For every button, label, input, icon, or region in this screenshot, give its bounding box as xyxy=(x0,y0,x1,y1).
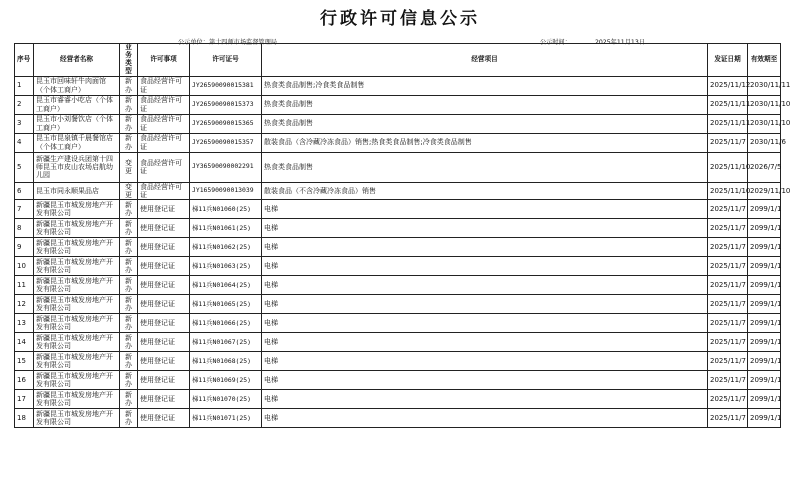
business-scope: 散装食品（不含冷藏冷冻食品）销售 xyxy=(262,182,708,200)
issue-date: 2025/11/11 xyxy=(708,114,748,133)
header-item: 许可事项 xyxy=(138,44,190,77)
table-row xyxy=(15,133,781,152)
issue-date: 2025/11/7 xyxy=(708,390,748,409)
license-number: JY26590090015373 xyxy=(190,95,262,114)
business-scope: 热食类食品制售 xyxy=(262,152,708,182)
expire-date: 2099/1/1 xyxy=(748,200,781,219)
header-license: 许可证号 xyxy=(190,44,262,77)
table-row xyxy=(15,238,781,257)
table-row xyxy=(15,257,781,276)
page-title: 行政许可信息公示 xyxy=(320,9,480,29)
operator-name: 新疆昆玉市城发房地产开发有限公司 xyxy=(34,276,120,295)
license-item: 食品经营许可证 xyxy=(138,114,190,133)
issue-date: 2025/11/7 xyxy=(708,333,748,352)
business-scope: 电梯 xyxy=(262,295,708,314)
license-number: JY26590090015365 xyxy=(190,114,262,133)
license-number: 梯11兵N01064(25) xyxy=(190,276,262,295)
license-number: 梯11兵N01065(25) xyxy=(190,295,262,314)
operator-name: 新疆昆玉市城发房地产开发有限公司 xyxy=(34,409,120,428)
row-number: 16 xyxy=(15,371,34,390)
operator-name: 新疆昆玉市城发房地产开发有限公司 xyxy=(34,238,120,257)
issue-date: 2025/11/7 xyxy=(708,133,748,152)
business-type: 新办 xyxy=(120,333,138,352)
license-item: 使用登记证 xyxy=(138,390,190,409)
expire-date: 2099/1/1 xyxy=(748,409,781,428)
row-number: 14 xyxy=(15,333,34,352)
expire-date: 2099/1/1 xyxy=(748,352,781,371)
business-type: 新办 xyxy=(120,114,138,133)
table-row xyxy=(15,352,781,371)
header-name: 经营者名称 xyxy=(34,44,120,77)
issue-date: 2025/11/10 xyxy=(708,182,748,200)
business-scope: 热食类食品制售;冷食类食品制售 xyxy=(262,76,708,95)
table-row xyxy=(15,152,781,182)
business-scope: 电梯 xyxy=(262,371,708,390)
publish-time-value: 2025年11月13日 xyxy=(594,39,645,46)
operator-name: 新疆昆玉市城发房地产开发有限公司 xyxy=(34,219,120,238)
license-item: 食品经营许可证 xyxy=(138,182,190,200)
business-type: 新办 xyxy=(120,133,138,152)
business-type: 新办 xyxy=(120,295,138,314)
license-number: 梯11兵N01066(25) xyxy=(190,314,262,333)
publisher-value: 第十四师市场监督管理局 xyxy=(208,39,277,46)
license-item: 使用登记证 xyxy=(138,238,190,257)
row-number: 17 xyxy=(15,390,34,409)
license-table xyxy=(14,43,791,428)
operator-name: 昆玉市同永顺果品店 xyxy=(34,182,120,200)
license-item: 使用登记证 xyxy=(138,295,190,314)
business-type: 新办 xyxy=(120,95,138,114)
expire-date: 2099/1/1 xyxy=(748,295,781,314)
business-scope: 电梯 xyxy=(262,219,708,238)
table-row xyxy=(15,371,781,390)
business-scope: 电梯 xyxy=(262,314,708,333)
license-number: JY16590090013039 xyxy=(190,182,262,200)
issue-date: 2025/11/10 xyxy=(708,152,748,182)
issue-date: 2025/11/7 xyxy=(708,238,748,257)
business-scope: 电梯 xyxy=(262,390,708,409)
row-number: 18 xyxy=(15,409,34,428)
license-item: 使用登记证 xyxy=(138,276,190,295)
table-header-row xyxy=(15,44,781,77)
business-scope: 热食类食品制售 xyxy=(262,95,708,114)
table-row xyxy=(15,95,781,114)
operator-name: 新疆昆玉市城发房地产开发有限公司 xyxy=(34,295,120,314)
business-type: 新办 xyxy=(120,409,138,428)
header-no: 序号 xyxy=(15,44,34,77)
license-item: 使用登记证 xyxy=(138,257,190,276)
row-number: 15 xyxy=(15,352,34,371)
row-number: 4 xyxy=(15,133,34,152)
business-scope: 电梯 xyxy=(262,238,708,257)
license-number: JY36590090002291 xyxy=(190,152,262,182)
issue-date: 2025/11/12 xyxy=(708,76,748,95)
row-number: 2 xyxy=(15,95,34,114)
row-number: 12 xyxy=(15,295,34,314)
issue-date: 2025/11/7 xyxy=(708,314,748,333)
header-expire-date: 有效期至 xyxy=(748,44,781,77)
row-number: 3 xyxy=(15,114,34,133)
business-type: 新办 xyxy=(120,200,138,219)
operator-name: 新疆昆玉市城发房地产开发有限公司 xyxy=(34,314,120,333)
expire-date: 2030/11/6 xyxy=(748,133,781,152)
business-scope: 电梯 xyxy=(262,333,708,352)
business-type: 新办 xyxy=(120,219,138,238)
issue-date: 2025/11/7 xyxy=(708,219,748,238)
operator-name: 昆玉市回味轩牛肉面馆（个体工商户） xyxy=(34,76,120,95)
license-number: JY26590090015381 xyxy=(190,76,262,95)
expire-date: 2099/1/1 xyxy=(748,276,781,295)
row-number: 11 xyxy=(15,276,34,295)
license-item: 食品经营许可证 xyxy=(138,133,190,152)
issue-date: 2025/11/7 xyxy=(708,257,748,276)
expire-date: 2099/1/1 xyxy=(748,257,781,276)
issue-date: 2025/11/7 xyxy=(708,295,748,314)
business-scope: 电梯 xyxy=(262,352,708,371)
issue-date: 2025/11/11 xyxy=(708,95,748,114)
operator-name: 昆玉市睿睿小吃店（个体工商户） xyxy=(34,95,120,114)
row-number: 6 xyxy=(15,182,34,200)
publisher-label: 公示单位： xyxy=(178,39,209,46)
license-number: 梯11兵N01067(25) xyxy=(190,333,262,352)
row-number: 13 xyxy=(15,314,34,333)
issue-date: 2025/11/7 xyxy=(708,409,748,428)
business-type: 变更 xyxy=(120,182,138,200)
license-number: 梯11兵N01063(25) xyxy=(190,257,262,276)
operator-name: 新疆昆玉市城发房地产开发有限公司 xyxy=(34,371,120,390)
business-type: 新办 xyxy=(120,390,138,409)
license-number: JY26590090015357 xyxy=(190,133,262,152)
expire-date: 2099/1/1 xyxy=(748,238,781,257)
operator-name: 新疆生产建设兵团第十四师昆玉市皮山农场启航幼儿园 xyxy=(34,152,120,182)
expire-date: 2030/11/10 xyxy=(748,95,781,114)
business-scope: 热食类食品制售 xyxy=(262,114,708,133)
license-item: 食品经营许可证 xyxy=(138,76,190,95)
operator-name: 新疆昆玉市城发房地产开发有限公司 xyxy=(34,390,120,409)
table-row xyxy=(15,276,781,295)
publish-time-label: 公示时间： xyxy=(540,39,571,46)
business-scope: 电梯 xyxy=(262,409,708,428)
business-type: 新办 xyxy=(120,371,138,390)
license-item: 使用登记证 xyxy=(138,219,190,238)
table-row xyxy=(15,409,781,428)
row-number: 7 xyxy=(15,200,34,219)
license-number: 梯11兵N01062(25) xyxy=(190,238,262,257)
row-number: 9 xyxy=(15,238,34,257)
expire-date: 2029/11/10 xyxy=(748,182,781,200)
row-number: 1 xyxy=(15,76,34,95)
operator-name: 新疆昆玉市城发房地产开发有限公司 xyxy=(34,257,120,276)
business-type: 新办 xyxy=(120,257,138,276)
license-number: 梯11兵N01070(25) xyxy=(190,390,262,409)
header-scope: 经营项目 xyxy=(262,44,708,77)
license-item: 食品经营许可证 xyxy=(138,152,190,182)
business-scope: 电梯 xyxy=(262,200,708,219)
business-type: 新办 xyxy=(120,314,138,333)
issue-date: 2025/11/7 xyxy=(708,371,748,390)
business-type: 新办 xyxy=(120,76,138,95)
license-item: 使用登记证 xyxy=(138,333,190,352)
table-row xyxy=(15,333,781,352)
operator-name: 新疆昆玉市城发房地产开发有限公司 xyxy=(34,200,120,219)
table-row xyxy=(15,314,781,333)
row-number: 10 xyxy=(15,257,34,276)
operator-name: 新疆昆玉市城发房地产开发有限公司 xyxy=(34,352,120,371)
operator-name: 新疆昆玉市城发房地产开发有限公司 xyxy=(34,333,120,352)
row-number: 5 xyxy=(15,152,34,182)
license-number: 梯11兵N01068(25) xyxy=(190,352,262,371)
license-number: 梯11兵N01061(25) xyxy=(190,219,262,238)
business-type: 新办 xyxy=(120,238,138,257)
license-number: 梯11兵N01060(25) xyxy=(190,200,262,219)
business-type: 变更 xyxy=(120,152,138,182)
license-item: 使用登记证 xyxy=(138,314,190,333)
license-number: 梯11兵N01071(25) xyxy=(190,409,262,428)
license-item: 使用登记证 xyxy=(138,352,190,371)
operator-name: 昆玉市昆泉镇千晨餐馆店（个体工商户） xyxy=(34,133,120,152)
license-item: 食品经营许可证 xyxy=(138,95,190,114)
business-type: 新办 xyxy=(120,276,138,295)
expire-date: 2099/1/1 xyxy=(748,371,781,390)
license-item: 使用登记证 xyxy=(138,409,190,428)
table-row xyxy=(15,390,781,409)
business-scope: 电梯 xyxy=(262,257,708,276)
header-issue-date: 发证日期 xyxy=(708,44,748,77)
header-type: 业务类型 xyxy=(120,44,138,77)
expire-date: 2030/11/10 xyxy=(748,114,781,133)
business-type: 新办 xyxy=(120,352,138,371)
table-row xyxy=(15,182,781,200)
operator-name: 昆玉市小刘餐饮店（个体工商户） xyxy=(34,114,120,133)
issue-date: 2025/11/7 xyxy=(708,200,748,219)
table-row xyxy=(15,219,781,238)
license-item: 使用登记证 xyxy=(138,200,190,219)
table-row xyxy=(15,200,781,219)
expire-date: 2030/11/11 xyxy=(748,76,781,95)
issue-date: 2025/11/7 xyxy=(708,352,748,371)
table-row xyxy=(15,114,781,133)
license-number: 梯11兵N01069(25) xyxy=(190,371,262,390)
expire-date: 2099/1/1 xyxy=(748,314,781,333)
table-row xyxy=(15,76,781,95)
expire-date: 2026/7/5 xyxy=(748,152,781,182)
table-row xyxy=(15,295,781,314)
expire-date: 2099/1/1 xyxy=(748,333,781,352)
row-number: 8 xyxy=(15,219,34,238)
business-scope: 散装食品（含冷藏冷冻食品）销售;热食类食品制售;冷食类食品制售 xyxy=(262,133,708,152)
issue-date: 2025/11/7 xyxy=(708,276,748,295)
business-scope: 电梯 xyxy=(262,276,708,295)
expire-date: 2099/1/1 xyxy=(748,390,781,409)
expire-date: 2099/1/1 xyxy=(748,219,781,238)
license-item: 使用登记证 xyxy=(138,371,190,390)
